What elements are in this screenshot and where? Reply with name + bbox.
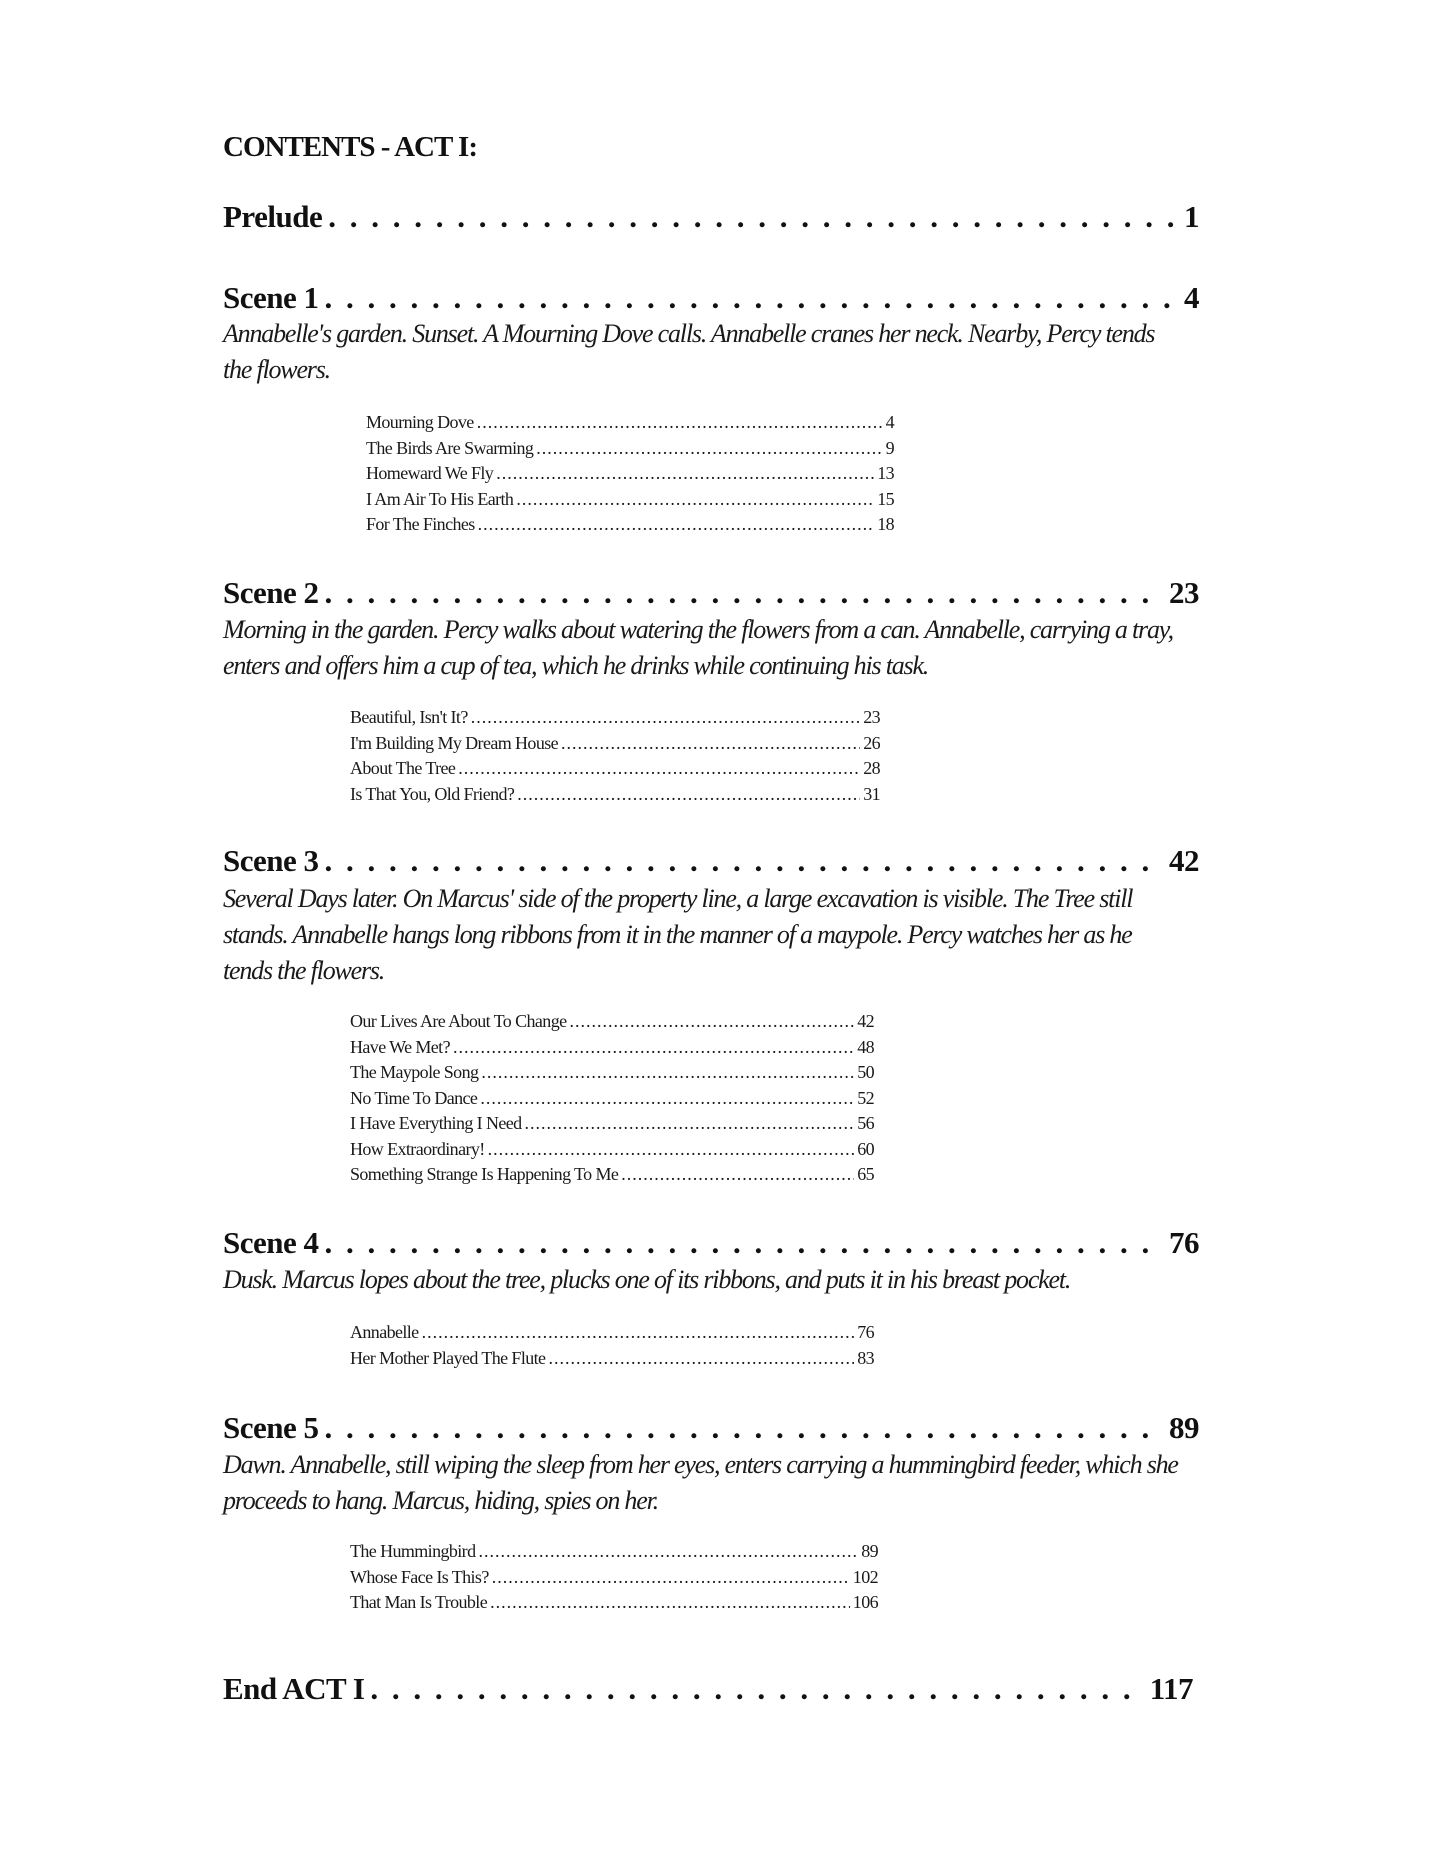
song-page: 76 [857,1322,874,1342]
leader-dots [490,1592,850,1613]
song-page: 15 [877,488,894,509]
song-page: 9 [885,437,894,458]
page-title: CONTENTS - ACT I: [223,131,477,163]
scene-5-heading [223,1410,1199,1446]
song-page: 18 [877,514,894,534]
song-page: 42 [857,1011,874,1031]
leader-dots [325,575,1163,611]
leader-dots [471,707,860,728]
leader-dots [516,489,874,510]
scene-label: Scene 2 [223,575,319,610]
leader-dots [325,843,1163,879]
song-title: Homeward We Fly [366,463,494,483]
song-page: 65 [857,1164,874,1184]
leader-dots [488,1139,855,1160]
song-entry [366,489,894,515]
song-title: Her Mother Played The Flute [350,1347,546,1368]
scene-label: Scene 4 [223,1225,319,1260]
song-entry [366,514,894,540]
song-entry [350,1541,878,1567]
scene-2-song-list [350,707,880,809]
song-entry [366,412,894,438]
song-entry [350,1322,874,1348]
scene-5-song-list [350,1541,878,1618]
leader-dots [478,514,875,535]
prelude-entry [223,199,1199,235]
song-page: 31 [863,783,880,804]
prelude-label: Prelude [223,199,323,234]
song-page: 48 [857,1036,874,1057]
leader-dots [548,1348,854,1369]
song-title: How Extraordinary! [350,1138,485,1159]
scene-4-description: Dusk. Marcus lopes about the tree, plucks one of its ribbons, and puts it in his breast pocket. [223,1265,1071,1294]
song-page: 50 [857,1062,874,1082]
song-title: Whose Face Is This? [350,1566,489,1587]
song-title: I Am Air To His Earth [366,488,514,509]
song-entry [350,1113,874,1139]
scene-1-heading [223,280,1199,316]
song-page: 106 [852,1592,878,1612]
song-title: The Birds Are Swarming [366,437,534,458]
song-title: Annabelle [350,1322,419,1342]
leader-dots [370,1671,1143,1707]
end-act-entry [223,1671,1193,1707]
scene-2-description: Morning in the garden. Percy walks about watering the flowers from a can. Annabelle, carrying a tray, enters and offers him a cup of tea, which he drinks while continuing his task. [223,615,1173,680]
song-entry [350,1037,874,1063]
leader-dots [492,1567,850,1588]
song-entry [350,1348,874,1374]
song-title: Our Lives Are About To Change [350,1011,567,1031]
song-entry [350,1567,878,1593]
scene-1-song-list [366,412,894,540]
song-title: Mourning Dove [366,412,474,432]
scene-5-description: Dawn. Annabelle, still wiping the sleep from her eyes, enters carrying a hummingbird feeder, which she proceeds to hang. Marcus, hiding, spies on her. [223,1450,1178,1515]
scene-label: Scene 3 [223,843,319,878]
song-page: 26 [863,732,880,753]
leader-dots [328,199,1178,235]
song-title: About The Tree [350,758,456,778]
prelude-page: 1 [1184,199,1199,234]
leader-dots [325,1225,1163,1261]
song-entry [350,707,880,733]
song-title: The Hummingbird [350,1541,476,1561]
leader-dots [536,438,882,459]
leader-dots [480,1088,854,1109]
song-title: For The Finches [366,514,475,534]
leader-dots [525,1113,855,1134]
song-title: I'm Building My Dream House [350,732,559,753]
leader-dots [325,280,1178,316]
scene-3-description: Several Days later. On Marcus' side of the property line, a large excavation is visible. The Tree still stands. Annabelle hangs long ribbons from it in the manner of a maypole. Percy watches her as he tends the flowers. [223,884,1133,985]
scene-4-song-list [350,1322,874,1373]
end-act-label: End ACT I [223,1671,365,1706]
song-page: 60 [857,1138,874,1159]
leader-dots [458,758,860,779]
song-page: 56 [857,1113,874,1133]
scene-label: Scene 1 [223,280,319,315]
leader-dots [481,1062,854,1083]
scene-3-song-list [350,1011,874,1190]
scene-4-heading [223,1225,1199,1261]
song-page: 4 [885,412,894,432]
song-title: I Have Everything I Need [350,1113,522,1133]
scene-3-heading [223,843,1199,879]
end-act-page: 117 [1149,1671,1193,1706]
song-entry [366,438,894,464]
song-page: 102 [852,1566,878,1587]
song-entry [350,1088,874,1114]
song-page: 23 [863,707,880,727]
song-entry [366,463,894,489]
scene-page: 76 [1169,1225,1199,1260]
leader-dots [517,784,860,805]
song-entry [350,1139,874,1165]
leader-dots [478,1541,858,1562]
leader-dots [561,733,860,754]
scene-2-heading [223,575,1199,611]
song-title: No Time To Dance [350,1087,478,1108]
leader-dots [621,1164,854,1185]
leader-dots [477,412,883,433]
leader-dots [569,1011,854,1032]
leader-dots [453,1037,854,1058]
song-title: The Maypole Song [350,1062,479,1082]
song-entry [350,1592,878,1618]
song-entry [350,1164,874,1190]
song-page: 28 [863,758,880,778]
scene-page: 23 [1169,575,1199,610]
leader-dots [496,463,874,484]
song-entry [350,1062,874,1088]
scene-page: 4 [1184,280,1199,315]
scene-page: 42 [1169,843,1199,878]
song-page: 52 [857,1087,874,1108]
song-entry [350,733,880,759]
song-title: Something Strange Is Happening To Me [350,1164,619,1184]
leader-dots [422,1322,855,1343]
song-entry [350,784,880,810]
song-title: Have We Met? [350,1036,450,1057]
song-page: 89 [861,1541,878,1561]
song-entry [350,1011,874,1037]
song-entry [350,758,880,784]
scene-label: Scene 5 [223,1410,319,1445]
song-title: Beautiful, Isn't It? [350,707,468,727]
leader-dots [325,1410,1163,1446]
song-page: 13 [877,463,894,483]
song-page: 83 [857,1347,874,1368]
song-title: That Man Is Trouble [350,1592,488,1612]
song-title: Is That You, Old Friend? [350,783,515,804]
scene-page: 89 [1169,1410,1199,1445]
scene-1-description: Annabelle's garden. Sunset. A Mourning Dove calls. Annabelle cranes her neck. Nearby, Percy tends the flowers. [223,319,1155,384]
